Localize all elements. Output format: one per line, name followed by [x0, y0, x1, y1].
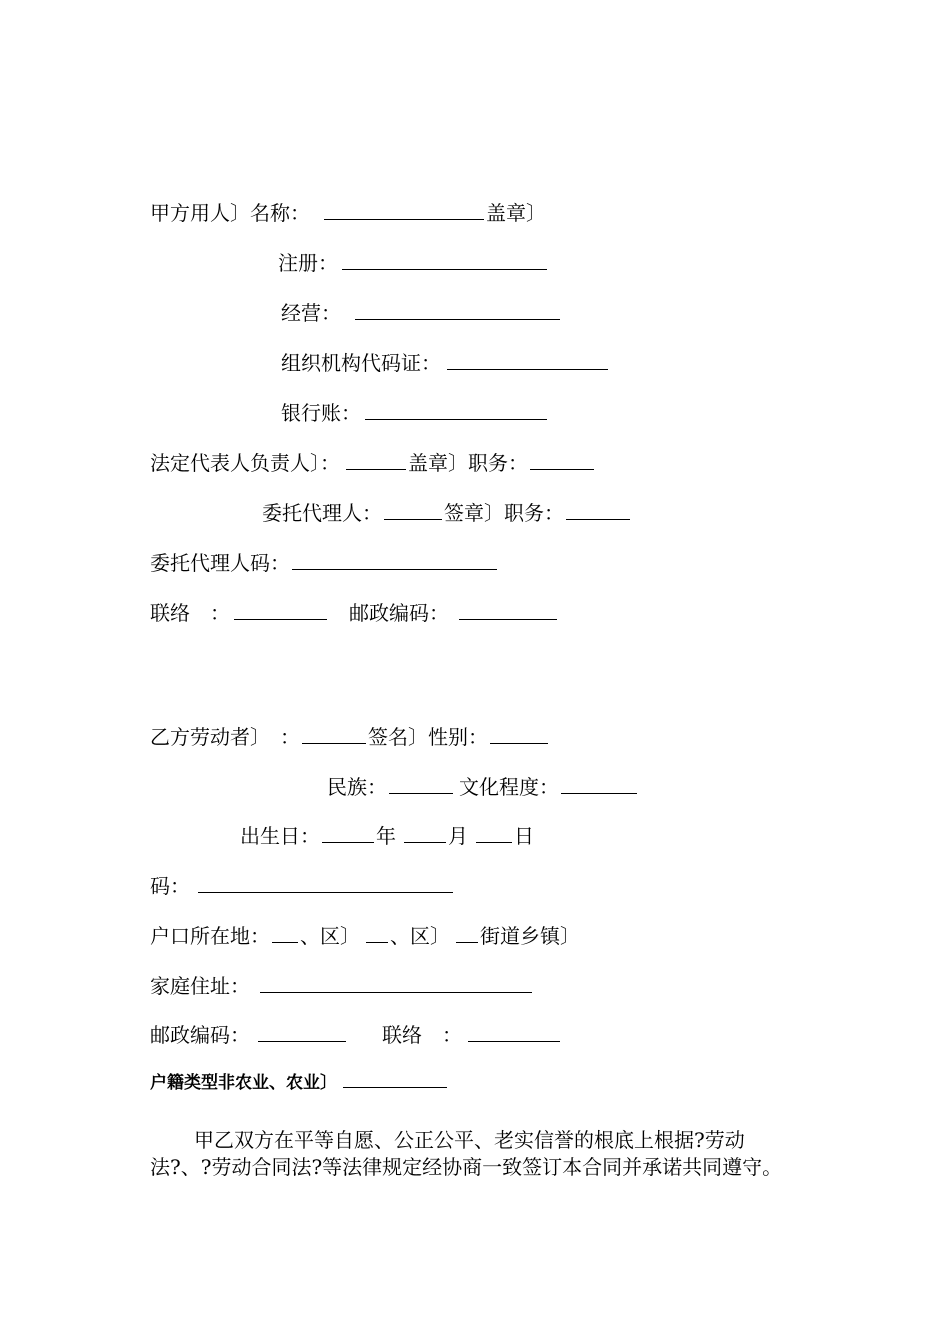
agent-code-line — [150, 549, 499, 575]
employee-birth-line — [240, 822, 534, 848]
employee-code-blank[interactable] — [198, 872, 453, 893]
employer-org-code-blank[interactable] — [447, 349, 608, 370]
employee-name-blank[interactable] — [302, 723, 366, 744]
hukou-sep1: 、区〕 — [300, 924, 360, 948]
employee-edu-blank[interactable] — [561, 773, 637, 794]
employee-postal-blank[interactable] — [258, 1021, 346, 1042]
employer-bank-label: 银行账： — [281, 401, 361, 425]
employer-org-code-label: 组织机构代码证： — [281, 351, 441, 375]
employee-hukou-line — [150, 922, 580, 948]
agent-line — [262, 499, 632, 525]
legal-rep-blank[interactable] — [346, 449, 406, 470]
hukou-sep2: 、区〕 — [390, 924, 450, 948]
employee-address-label: 家庭住址： — [150, 974, 250, 998]
birth-day-blank[interactable] — [476, 822, 512, 843]
employer-name-line — [150, 199, 546, 225]
employer-contact-blank[interactable] — [234, 599, 327, 620]
employee-postal-line — [150, 1021, 562, 1047]
employer-reg-label: 注册： — [278, 251, 338, 275]
employee-hukou-label: 户口所在地： — [150, 924, 270, 948]
employee-code-label: 码： — [150, 874, 190, 898]
agent-code-blank[interactable] — [292, 549, 497, 570]
agreement-paragraph: 甲乙双方在平等自愿、公正公平、老实信誉的根底上根据?劳动法?、?劳动合同法?等法律规定经协商一致签订本合同并承诺共同遵守。 — [150, 1128, 783, 1179]
employer-postal-blank[interactable] — [459, 599, 557, 620]
employee-address-line — [150, 972, 534, 998]
employee-birth-label: 出生日： — [240, 824, 320, 848]
employee-name-line — [150, 723, 550, 749]
hukou-street-blank[interactable] — [456, 922, 478, 943]
employee-edu-label: 文化程度： — [459, 775, 559, 799]
employer-biz-label: 经营： — [281, 301, 341, 325]
employee-name-label: 乙方劳动者〕 ： — [150, 725, 300, 749]
birth-month-label: 月 — [448, 824, 468, 848]
employee-code-line — [150, 872, 455, 898]
employer-contact-line — [150, 599, 559, 625]
birth-year-label: 年 — [376, 824, 396, 848]
employer-postal-label: 邮政编码： — [349, 601, 449, 625]
agent-sign-label: 签章〕职务： — [444, 501, 564, 525]
employee-postal-label: 邮政编码： — [150, 1023, 250, 1047]
employee-ethnic-blank[interactable] — [389, 773, 453, 794]
employee-hukou-type-blank[interactable] — [343, 1070, 447, 1088]
employee-hukou-type-label: 户籍类型非农业、农业〕 — [150, 1073, 337, 1093]
employer-biz-line — [281, 299, 562, 325]
agent-post-blank[interactable] — [566, 499, 630, 520]
employee-address-blank[interactable] — [260, 972, 532, 993]
hukou-end: 街道乡镇〕 — [480, 924, 580, 948]
birth-day-label: 日 — [514, 824, 534, 848]
legal-rep-label: 法定代表人负责人〕： — [150, 451, 340, 475]
employer-bank-line — [281, 399, 549, 425]
employee-ethnic-label: 民族： — [327, 775, 387, 799]
employer-seal-label: 盖章〕 — [486, 201, 546, 225]
legal-seal-label: 盖章〕职务： — [408, 451, 528, 475]
employer-name-label: 甲方用人〕名称： — [150, 201, 310, 225]
birth-month-blank[interactable] — [404, 822, 446, 843]
employee-gender-blank[interactable] — [490, 723, 548, 744]
birth-year-blank[interactable] — [322, 822, 374, 843]
employer-org-code-line — [281, 349, 610, 375]
employee-hukou-type-line — [150, 1070, 449, 1095]
employer-reg-line — [278, 249, 549, 275]
employee-ethnic-line — [327, 773, 639, 799]
employee-contact-label: 联络 ： — [382, 1023, 462, 1047]
legal-post-blank[interactable] — [530, 449, 594, 470]
hukou-city-blank[interactable] — [272, 922, 298, 943]
employer-reg-blank[interactable] — [342, 249, 547, 270]
employer-biz-blank[interactable] — [355, 299, 560, 320]
agent-label: 委托代理人： — [262, 501, 382, 525]
employer-bank-blank[interactable] — [365, 399, 547, 420]
agent-code-label: 委托代理人码： — [150, 551, 290, 575]
employer-name-blank[interactable] — [324, 199, 484, 220]
legal-rep-line — [150, 449, 596, 475]
employer-contact-label: 联络 ： — [150, 601, 230, 625]
agent-blank[interactable] — [384, 499, 442, 520]
employee-sign-label: 签名〕性别： — [368, 725, 488, 749]
hukou-district-blank[interactable] — [366, 922, 388, 943]
employee-contact-blank[interactable] — [468, 1021, 560, 1042]
